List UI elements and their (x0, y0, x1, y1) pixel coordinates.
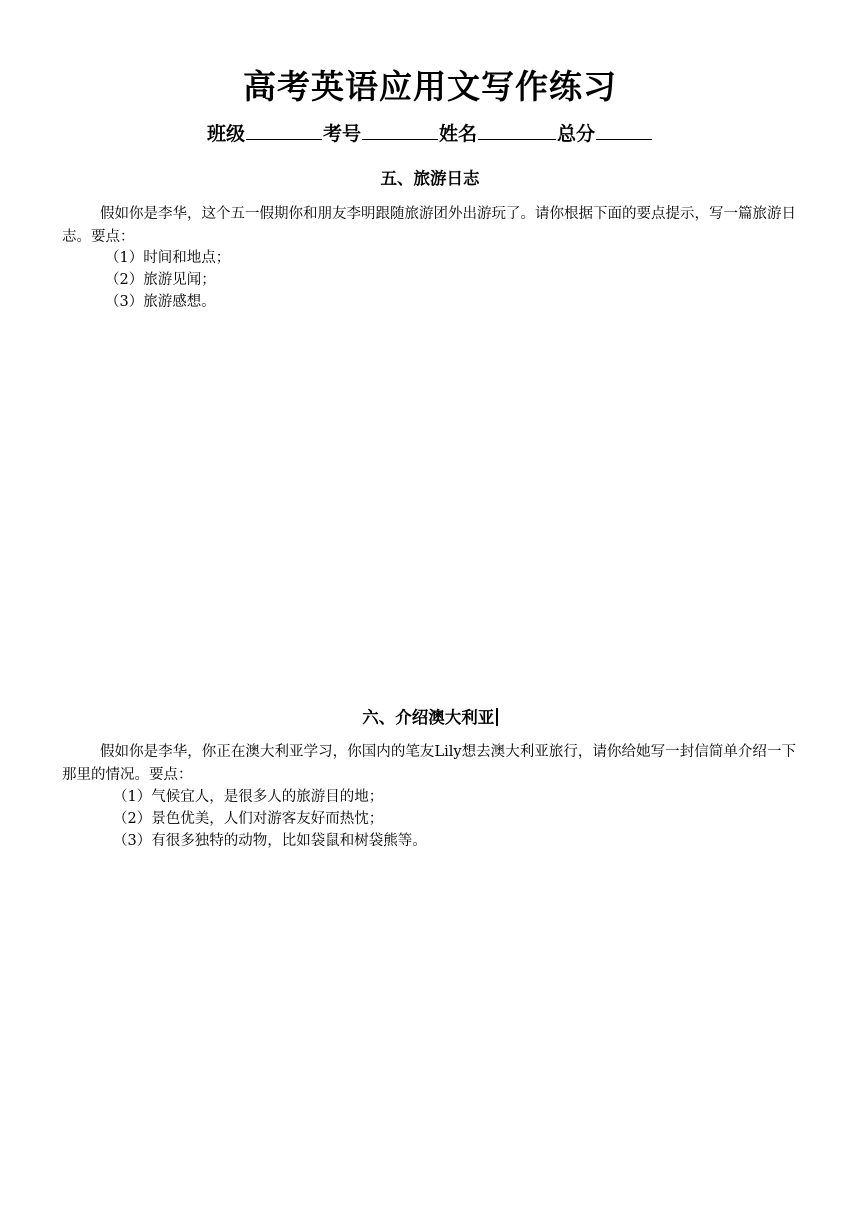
score-label: 总分 (557, 123, 596, 145)
score-blank[interactable] (596, 117, 652, 140)
student-info-line (0, 116, 860, 152)
section-heading-travel-log: 五、旅游日志 (380, 169, 480, 188)
section-prompt-travel-log: 假如你是李华，这个五一假期你和朋友李明跟随旅游团外出游玩了。请你根据下面的要点提示，写一篇旅游日志。要点： (62, 206, 796, 245)
key-points-list (113, 786, 427, 852)
section-heading-text: 六、介绍澳大利亚 (362, 708, 495, 727)
key-point: （1）气候宜人，是很多人的旅游目的地； (113, 789, 384, 805)
key-points-list (105, 247, 230, 313)
number-blank[interactable] (362, 117, 438, 140)
key-point: （2）旅游见闻； (105, 272, 216, 288)
text-cursor (496, 708, 498, 726)
key-point: （3）旅游感想。 (105, 294, 216, 310)
number-label: 考号 (322, 123, 361, 145)
name-blank[interactable] (478, 117, 556, 140)
key-point: （1）时间和地点； (105, 250, 231, 266)
class-label: 班级 (206, 123, 245, 145)
class-blank[interactable] (246, 117, 322, 140)
page-title: 高考英语应用文写作练习 (243, 67, 617, 106)
key-point: （2）景色优美，人们对游客友好而热忱； (113, 811, 384, 827)
section-prompt-australia: 假如你是李华，你正在澳大利亚学习，你国内的笔友Lily想去澳大利亚旅行，请你给她写一封信简单介绍一下那里的情况。要点： (62, 744, 796, 783)
key-point: （3）有很多独特的动物，比如袋鼠和树袋熊等。 (113, 833, 427, 849)
name-label: 姓名 (439, 123, 478, 145)
section-heading-australia (0, 705, 860, 731)
